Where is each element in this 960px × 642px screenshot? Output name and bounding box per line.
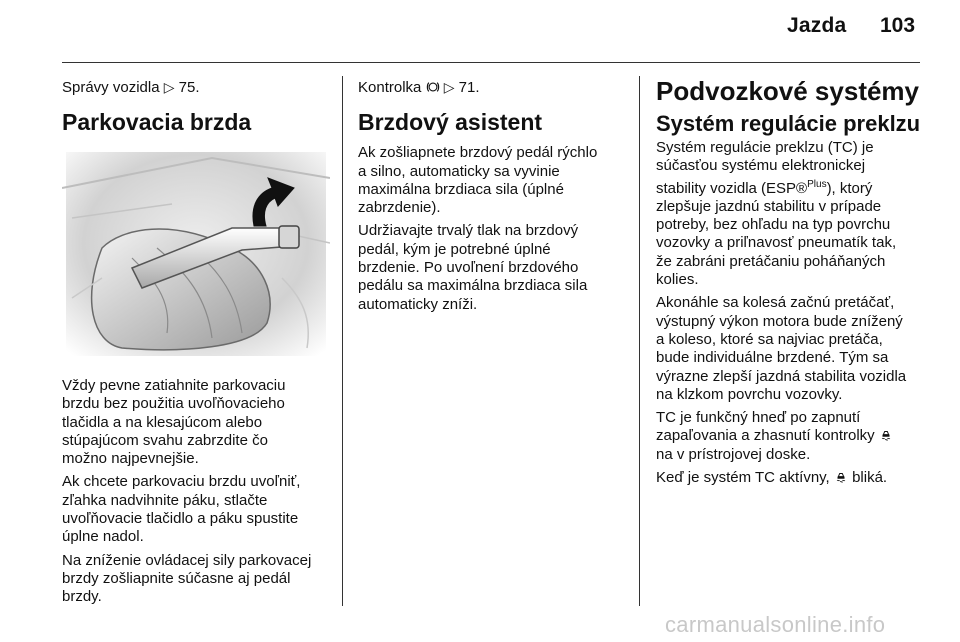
traction-control-icon <box>879 428 893 442</box>
column-divider-1 <box>342 76 343 606</box>
heading-brake-assist: Brzdový asistent <box>358 109 543 136</box>
page-number: 103 <box>880 14 916 37</box>
paragraph-tc-2: Akonáhle sa kolesá začnú pretáčať, výstupný výkon motora bude znížený a koleso, ktoré sa najviac pretáča, bude individuálne brzdené. Tým sa výrazne zlepší jazdná stabilita vozidla na klzkom povrchu vozovky. <box>656 294 907 403</box>
column-2 <box>358 78 630 319</box>
column-divider-2 <box>639 76 640 606</box>
cross-reference: Správy vozidla ▷ 75. <box>62 79 200 96</box>
paragraph-parking-1: Vždy pevne zatiahnite parkovaciu brzdu bez použitia uvoľňovacieho tlačidla a na klesajúcom alebo stúpajúcom svahu zabrzdite čo možno najpevnejšie. <box>62 377 286 468</box>
brake-warning-icon <box>426 80 440 94</box>
paragraph-assist-1: Ak zošliapnete brzdový pedál rýchlo a silno, automaticky sa vyvinie maximálna brzdiaca sila (úplné zabrzdenie). <box>358 144 598 217</box>
section-title: Jazda <box>787 14 847 37</box>
parking-brake-illustration <box>62 148 330 360</box>
page-reference-arrow-icon: ▷ <box>443 79 455 95</box>
paragraph-assist-2: Udržiavajte trvalý tlak na brzdový pedál, kým je potrebné úplné brzdenie. Po uvoľnení brzdového pedálu sa maximálna brzdiaca sila automaticky zníži. <box>358 222 588 313</box>
traction-control-icon <box>834 470 848 484</box>
header-divider <box>62 62 920 63</box>
paragraph-tc-3: TC je funkčný hneď po zapnutí zapaľovania a zhasnutí kontrolky na v prístrojovej doske. <box>656 409 924 464</box>
paragraph-parking-2: Ak chcete parkovaciu brzdu uvoľniť, zľahka nadvihnite páku, stlačte uvoľňovacie tlačidlo a páku spustite úplne nadol. <box>62 473 301 546</box>
column-1 <box>62 78 334 144</box>
heading-parking-brake: Parkovacia brzda <box>62 109 252 136</box>
paragraph-tc-4: Keď je systém TC aktívny, bliká. <box>656 469 888 487</box>
heading-traction-control: Systém regulácie preklzu <box>656 111 921 136</box>
cross-reference: Kontrolka ▷ 71. <box>358 79 480 96</box>
column-3 <box>656 76 924 492</box>
page-reference-arrow-icon: ▷ <box>163 79 175 95</box>
paragraph-parking-3: Na zníženie ovládacej sily parkovacej brzdy zošliapnite súčasne aj pedál brzdy. <box>62 551 312 606</box>
paragraph-tc-1: Systém regulácie preklzu (TC) je súčasťou systému elektronickej stability vozidla (ESP®$^{Plus}$), ktorý zlepšuje jazdnú stabilitu v prípade potreby, bez ohľadu na typ povrchu vozovky a priľnavosť pneumatík tak, že zabráni pretáčaniu poháňaných kolies. <box>656 139 897 289</box>
heading-chassis-systems: Podvozkové systémy <box>656 76 920 106</box>
watermark: carmanualsonline.info <box>665 612 886 637</box>
column-1-body <box>62 377 334 612</box>
